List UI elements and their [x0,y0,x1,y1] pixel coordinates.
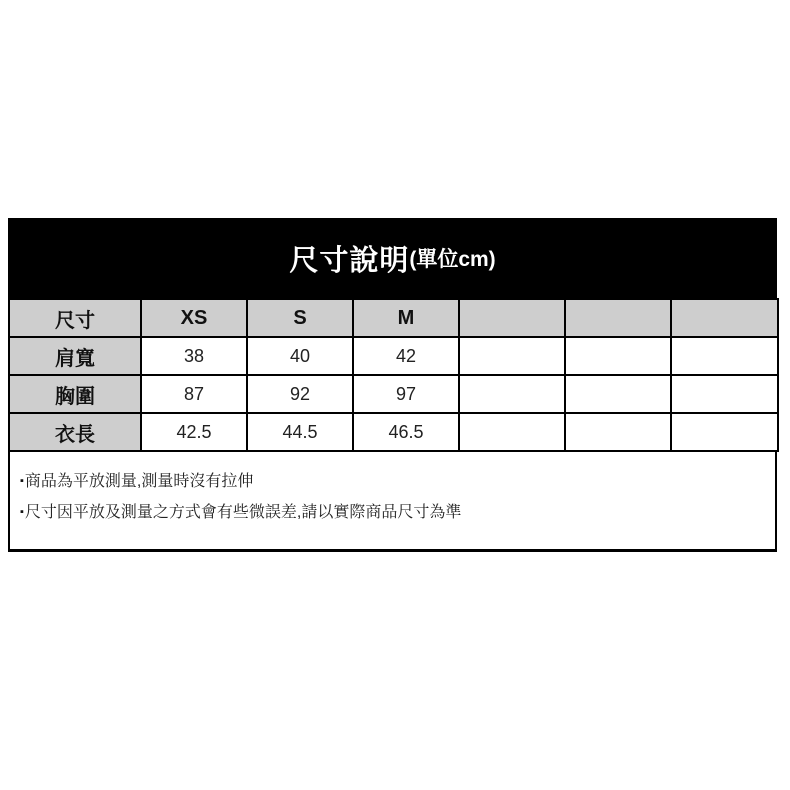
size-value-cell [565,413,671,451]
size-chart-panel [8,218,777,552]
header-cell-s: S [247,299,353,337]
size-value-cell [671,337,778,375]
size-chart-title-bar [8,218,777,298]
size-value-cell: 38 [141,337,247,375]
size-value-cell: 87 [141,375,247,413]
size-value-cell [565,375,671,413]
size-value-cell [459,413,565,451]
size-value-cell: 40 [247,337,353,375]
square-bullet-icon: ▪ [20,475,24,487]
note-line [20,466,763,497]
size-value-cell: 42.5 [141,413,247,451]
header-cell-size: 尺寸 [9,299,141,337]
table-header-row [9,299,778,337]
square-bullet-icon: ▪ [20,506,24,518]
header-cell-empty [459,299,565,337]
header-cell-empty [565,299,671,337]
size-value-cell: 46.5 [353,413,459,451]
size-chart-unit-label: (單位cm) [409,248,496,271]
size-value-cell [565,337,671,375]
size-value-cell [459,337,565,375]
size-chart-title: 尺寸說明 [289,244,410,277]
table-row-length [9,413,778,451]
header-cell-xs: XS [141,299,247,337]
size-value-cell: 44.5 [247,413,353,451]
header-cell-empty [671,299,778,337]
row-label-shoulder: 肩寬 [9,337,141,375]
size-table [8,298,779,452]
size-value-cell [671,413,778,451]
size-value-cell [459,375,565,413]
table-row-shoulder [9,337,778,375]
size-value-cell: 97 [353,375,459,413]
note-text: 尺寸因平放及測量之方式會有些微誤差,請以實際商品尺寸為準 [24,504,462,521]
row-label-length: 衣長 [9,413,141,451]
size-value-cell: 92 [247,375,353,413]
table-row-chest [9,375,778,413]
header-cell-m: M [353,299,459,337]
size-value-cell [671,375,778,413]
note-text: 商品為平放測量,測量時沒有拉伸 [24,473,254,490]
row-label-chest: 胸圍 [9,375,141,413]
notes-box [8,452,777,552]
note-line [20,497,763,528]
size-value-cell: 42 [353,337,459,375]
